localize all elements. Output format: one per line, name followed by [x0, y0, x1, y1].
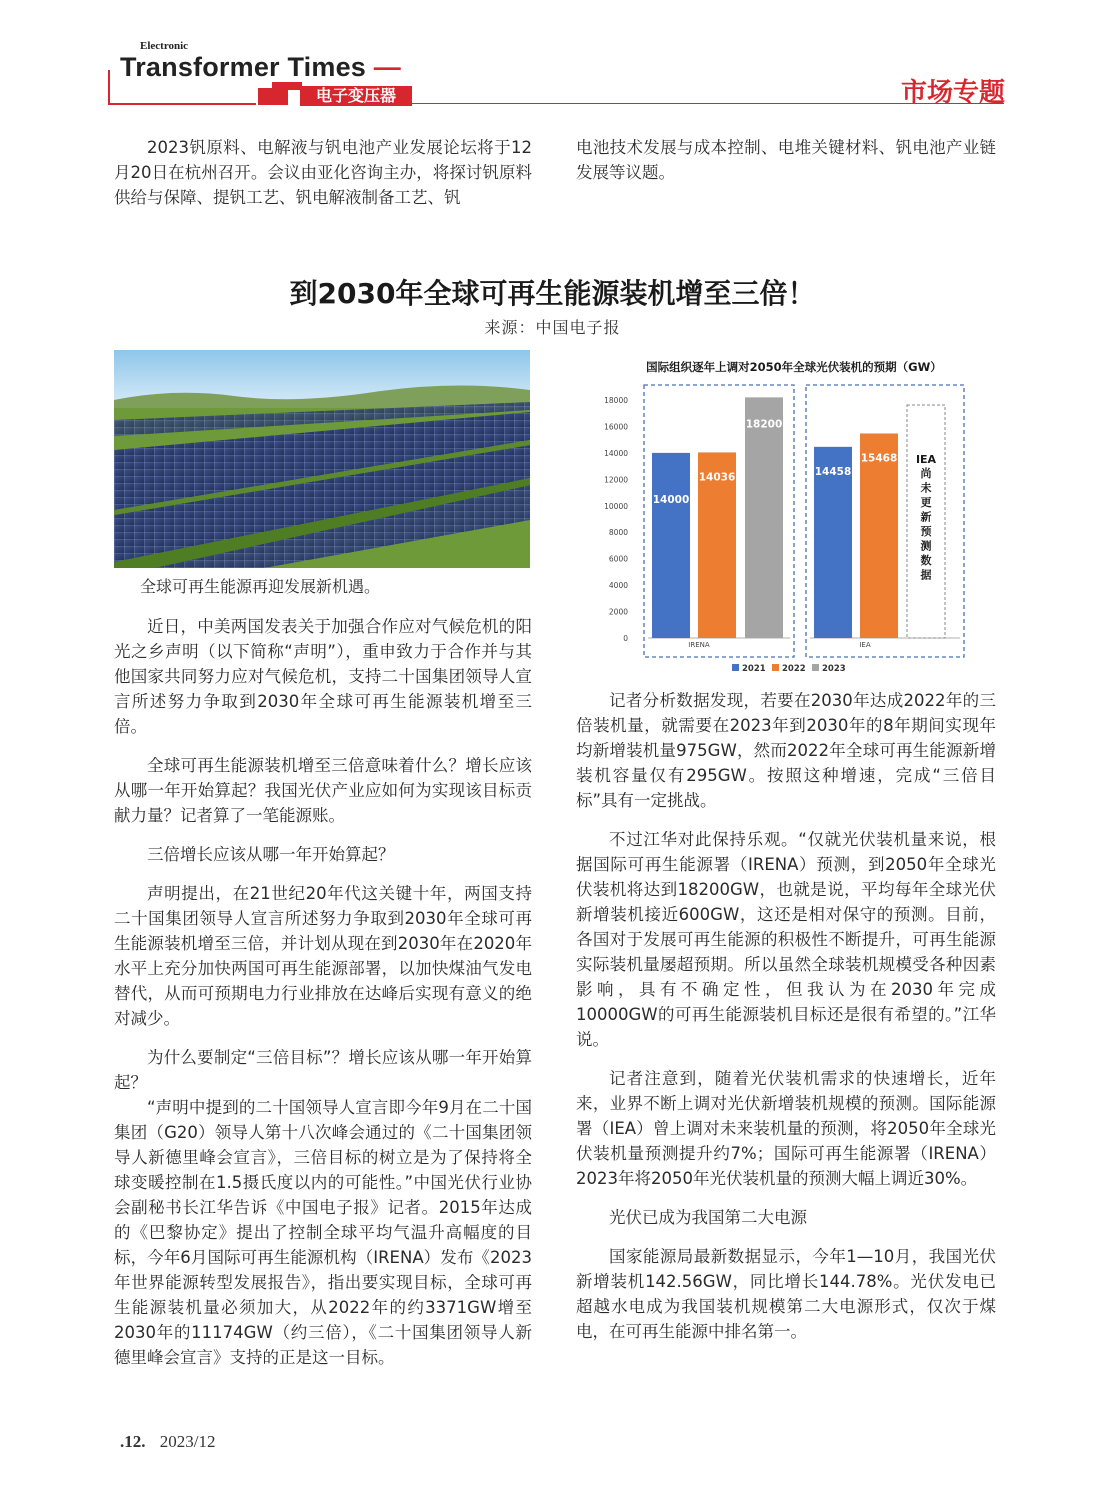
issue-number: 2023/12 — [159, 1432, 216, 1451]
left-paragraph: “声明中提到的二十国领导人宣言即今年9月在二十国集团（G20）领导人第十八次峰会通过的《二十国集团领导人新德里峰会宣言》，三倍目标的树立是为了保持将全球变暖控制在1.5摄氏度以内的可能性。”中国光伏行业协会副秘书长江华告诉《中国电子报》记者。2015年达成的《巴黎协定》提出了控制全球平均气温升高幅度的目标，今年6月国际可再生能源机构（IRENA）发布《2023年世界能源转型发展报告》，指出要实现目标，全球可再生能源装机量必须加大，从2022年的约3371GW增至2030年的11174GW（约三倍），《二十国集团领导人新德里峰会宣言》支持的正是这一目标。 — [114, 1098, 532, 1367]
chart-plot-area — [642, 385, 966, 659]
y-tick-label: 0 — [623, 634, 628, 643]
legend-swatch — [772, 664, 779, 671]
annotation-char: 测 — [920, 539, 932, 553]
page-footer — [120, 1432, 215, 1452]
bar-value-label: 18200 — [745, 418, 783, 431]
legend-label: 2022 — [782, 664, 806, 674]
section-subheading: 为什么要制定“三倍目标”？增长应该从哪一年开始算起？ — [114, 1048, 532, 1092]
legend-swatch — [732, 664, 739, 671]
right-paragraph: 记者注意到，随着光伏装机需求的快速增长，近年来，业界不断上调对光伏新增装机规模的预测。国际能源署（IEA）曾上调对未来装机量的预测，将2050年全球光伏装机量预测提升约7%；国际可再生能源署（IRENA）2023年将2050年光伏装机量的预测大幅上调近30%。 — [576, 1069, 996, 1188]
top-left-paragraph: 2023钒原料、电解液与钒电池产业发展论坛将于12月20日在杭州召开。会议由亚化咨询主办，将探讨钒原料供给与保障、提钒工艺、钒电解液制备工艺、钒 — [114, 138, 532, 207]
left-paragraph: 声明提出，在21世纪20年代这关键十年，两国支持二十国集团领导人宣言所述努力争取到2030年全球可再生能源装机增至三倍，并计划从现在到2030年在2020年水平上充分加快两国可再生能源部署，以加快煤油气发电替代，从而可预期电力行业排放在达峰后实现有意义的绝对减少。 — [114, 884, 532, 1028]
y-tick-label: 14000 — [604, 448, 628, 458]
right-paragraph: 记者分析数据发现，若要在2030年达成2022年的三倍装机量，就需要在2023年到2030年的8年期间实现年均新增装机量975GW，然而2022年全球可再生能源新增装机容量仅有295GW。按照这种增速，完成“三倍目标”具有一定挑战。 — [576, 691, 996, 810]
annotation-char: 更 — [920, 496, 932, 509]
y-tick-label: 2000 — [608, 607, 628, 617]
annotation-text: IEA — [915, 453, 937, 466]
top-right-paragraph: 电池技术发展与成本控制、电堆关键材料、钒电池产业链发展等议题。 — [576, 138, 996, 182]
legend-label: 2021 — [742, 664, 766, 674]
bar-value-label: 14036 — [698, 471, 736, 484]
article-title: 到2030年全球可再生能源装机增至三倍！ — [289, 277, 816, 310]
y-tick-label: 8000 — [608, 528, 628, 538]
brand-cn-label: 电子变压器 — [300, 86, 412, 106]
annotation-char: 数 — [920, 554, 932, 567]
header-red-block — [258, 88, 288, 105]
photo-caption: 全球可再生能源再迎发展新机遇。 — [140, 577, 381, 596]
right-paragraph: 国家能源局最新数据显示，今年1—10月，我国光伏新增装机142.56GW，同比增长144.78%。光伏发电已超越水电成为我国装机规模第二大电源形式，仅次于煤电，在可再生能源中排名第一。 — [576, 1247, 996, 1341]
annotation-char: 未 — [920, 481, 932, 495]
annotation-char: 新 — [920, 510, 932, 524]
brand-dash: — — [366, 52, 401, 82]
brand-title: Transformer Times — [120, 52, 367, 82]
bar-chart — [598, 355, 990, 680]
legend-label: 2023 — [822, 664, 846, 674]
y-tick-label: 18000 — [604, 396, 628, 405]
left-column — [114, 614, 532, 1370]
brand-small-text: Electronic — [140, 40, 189, 52]
annotation-char: 预 — [920, 525, 932, 538]
right-column — [576, 688, 996, 1344]
y-tick-label: 12000 — [604, 475, 628, 485]
annotation-char: 尚 — [920, 467, 932, 480]
left-paragraph: 近日，中美两国发表关于加强合作应对气候危机的阳光之乡声明（以下简称“声明”），重申致力于合作并与其他国家共同努力应对气候危机，支持二十国集团领导人宣言所述努力争取到2030年全球可再生能源装机增至三倍。 — [114, 617, 532, 736]
header-rule-vertical — [108, 70, 110, 105]
brand-logo — [120, 52, 401, 83]
annotation-char: 据 — [920, 568, 932, 582]
y-tick-label: 4000 — [608, 581, 628, 591]
chart-bar — [652, 453, 690, 638]
y-tick-label: 16000 — [604, 422, 628, 432]
legend-swatch — [812, 664, 819, 671]
bar-value-label: 15468 — [860, 452, 898, 465]
y-tick-label: 10000 — [604, 501, 628, 511]
section-subheading: 光伏已成为我国第二大电源 — [609, 1208, 807, 1227]
bar-chart-svg — [598, 355, 990, 680]
solar-farm-illustration — [114, 350, 530, 568]
page-number: .12. — [120, 1432, 146, 1451]
right-paragraph: 不过江华对此保持乐观。“仅就光伏装机量来说，根据国际可再生能源署（IRENA）预测，到2050年全球光伏装机将达到18200GW，也就是说，平均每年全球光伏新增装机接近600GW，这还是相对保守的预测。目前，各国对于发展可再生能源的积极性不断提升，可再生能源实际装机量屡超预期。所以虽然全球装机规模受各种因素影响，具有不确定性，但我认为在2030年完成10000GW的可再生能源装机目标还是很有希望的。”江华说。 — [576, 830, 996, 1049]
section-title: 市场专题 — [900, 78, 1005, 108]
y-tick-label: 6000 — [608, 554, 628, 564]
article-source: 来源：中国电子报 — [484, 318, 621, 337]
chart-bar — [745, 397, 783, 638]
bar-value-label: 14458 — [814, 465, 852, 478]
section-subheading: 三倍增长应该从哪一年开始算起？ — [147, 845, 395, 864]
header-rule-left — [108, 103, 256, 105]
bar-value-label: 14000 — [652, 493, 690, 506]
solar-farm-photo — [114, 350, 530, 568]
chart-title: 国际组织逐年上调对2050年全球光伏装机的预期（GW） — [646, 360, 942, 374]
x-category-label: IRENA — [688, 641, 710, 649]
x-category-label: IEA — [859, 641, 871, 649]
left-paragraph: 全球可再生能源装机增至三倍意味着什么？增长应该从哪一年开始算起？我国光伏产业应如何为实现该目标贡献力量？记者算了一笔能源账。 — [114, 756, 532, 825]
